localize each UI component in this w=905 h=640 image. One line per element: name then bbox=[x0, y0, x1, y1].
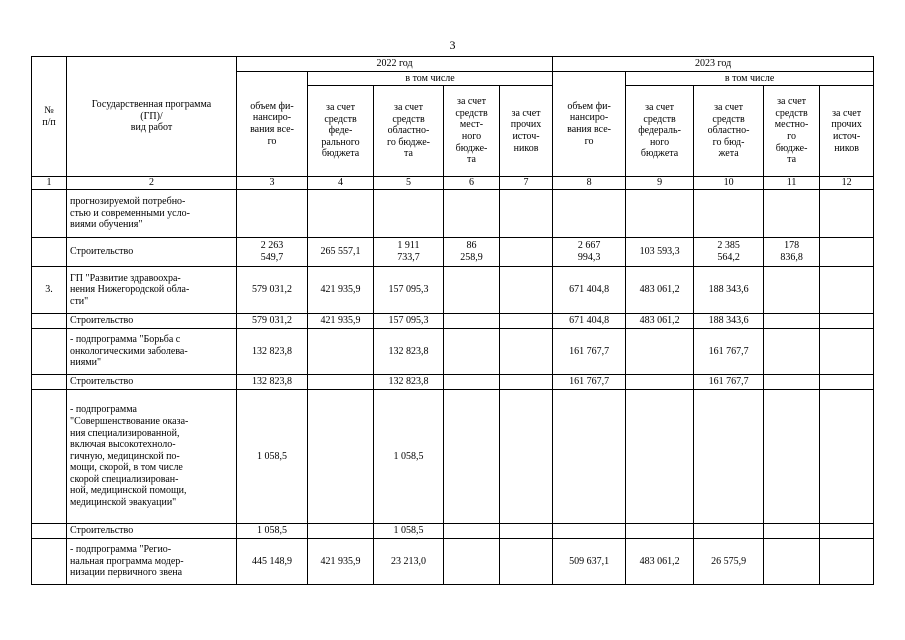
value-cell: 1 058,5 bbox=[237, 390, 308, 524]
value-cell: 579 031,2 bbox=[237, 267, 308, 314]
row-name: Строительство bbox=[67, 524, 237, 539]
row-number bbox=[32, 390, 67, 524]
value-cell: 2 667 994,3 bbox=[553, 238, 626, 267]
value-cell bbox=[500, 524, 553, 539]
value-cell: 421 935,9 bbox=[308, 539, 374, 585]
page-number: 3 bbox=[449, 38, 456, 52]
value-cell bbox=[820, 329, 874, 375]
value-cell bbox=[764, 390, 820, 524]
value-cell: 579 031,2 bbox=[237, 314, 308, 329]
column-number-row bbox=[32, 177, 874, 190]
value-cell: 671 404,8 bbox=[553, 314, 626, 329]
value-cell bbox=[308, 375, 374, 390]
header-year-2023: 2023 год bbox=[553, 57, 874, 72]
value-cell: 483 061,2 bbox=[626, 539, 694, 585]
table-row bbox=[32, 267, 874, 314]
value-cell bbox=[694, 190, 764, 238]
header-2023-total: объем фи- нансиро- вания все- го bbox=[553, 72, 626, 177]
value-cell bbox=[820, 190, 874, 238]
value-cell bbox=[444, 329, 500, 375]
value-cell bbox=[626, 375, 694, 390]
value-cell bbox=[820, 524, 874, 539]
value-cell bbox=[444, 267, 500, 314]
value-cell bbox=[308, 390, 374, 524]
value-cell bbox=[820, 314, 874, 329]
row-name: - подпрограмма "Борьба с онкологическими заболева- ниями" bbox=[67, 329, 237, 375]
value-cell bbox=[820, 539, 874, 585]
value-cell bbox=[500, 539, 553, 585]
value-cell: 188 343,6 bbox=[694, 267, 764, 314]
value-cell: 178 836,8 bbox=[764, 238, 820, 267]
row-name: Строительство bbox=[67, 314, 237, 329]
value-cell bbox=[500, 375, 553, 390]
value-cell bbox=[764, 329, 820, 375]
row-name: ГП "Развитие здравоохра- нения Нижегородской обла- сти" bbox=[67, 267, 237, 314]
value-cell: 161 767,7 bbox=[553, 375, 626, 390]
header-2022-total: объем фи- нансиро- вания все- го bbox=[237, 72, 308, 177]
value-cell bbox=[626, 329, 694, 375]
value-cell: 161 767,7 bbox=[694, 375, 764, 390]
value-cell: 157 095,3 bbox=[374, 267, 444, 314]
value-cell: 26 575,9 bbox=[694, 539, 764, 585]
value-cell bbox=[764, 539, 820, 585]
value-cell: 2 263 549,7 bbox=[237, 238, 308, 267]
value-cell: 509 637,1 bbox=[553, 539, 626, 585]
value-cell bbox=[308, 524, 374, 539]
value-cell bbox=[820, 267, 874, 314]
column-number: 6 bbox=[444, 177, 500, 190]
header-2022-local: за счет средств мест- ного бюдже- та bbox=[444, 86, 500, 177]
value-cell bbox=[444, 375, 500, 390]
value-cell bbox=[444, 190, 500, 238]
table-row bbox=[32, 190, 874, 238]
column-number: 8 bbox=[553, 177, 626, 190]
header-2023-local: за счет средств местно- го бюдже- та bbox=[764, 86, 820, 177]
value-cell bbox=[237, 190, 308, 238]
value-cell bbox=[553, 390, 626, 524]
column-number: 4 bbox=[308, 177, 374, 190]
value-cell bbox=[694, 524, 764, 539]
value-cell bbox=[444, 314, 500, 329]
value-cell: 1 911 733,7 bbox=[374, 238, 444, 267]
column-number: 9 bbox=[626, 177, 694, 190]
row-number bbox=[32, 375, 67, 390]
row-number bbox=[32, 524, 67, 539]
value-cell bbox=[626, 524, 694, 539]
value-cell bbox=[308, 329, 374, 375]
value-cell bbox=[444, 524, 500, 539]
value-cell bbox=[626, 390, 694, 524]
value-cell: 1 058,5 bbox=[237, 524, 308, 539]
column-number: 12 bbox=[820, 177, 874, 190]
row-number bbox=[32, 329, 67, 375]
row-name: - подпрограмма "Совершенствование оказа- ния специализированной, включая высокотехноло- гичную, медицинской по- мощи, скорой, в том числе скорой специализирован- ной, медицинской помощи, медицинской эвакуации" bbox=[67, 390, 237, 524]
value-cell: 1 058,5 bbox=[374, 390, 444, 524]
header-2022-other: за счет прочих источ- ников bbox=[500, 86, 553, 177]
value-cell bbox=[764, 267, 820, 314]
row-number bbox=[32, 190, 67, 238]
header-2023-including: в том числе bbox=[626, 72, 874, 86]
value-cell bbox=[764, 314, 820, 329]
header-year-2022: 2022 год bbox=[237, 57, 553, 72]
value-cell bbox=[553, 524, 626, 539]
value-cell bbox=[764, 524, 820, 539]
row-number: 3. bbox=[32, 267, 67, 314]
table-row bbox=[32, 390, 874, 524]
value-cell: 2 385 564,2 bbox=[694, 238, 764, 267]
value-cell bbox=[500, 314, 553, 329]
column-number: 1 bbox=[32, 177, 67, 190]
table-row bbox=[32, 314, 874, 329]
column-number: 7 bbox=[500, 177, 553, 190]
column-number: 3 bbox=[237, 177, 308, 190]
row-number bbox=[32, 314, 67, 329]
row-name: Строительство bbox=[67, 238, 237, 267]
value-cell: 161 767,7 bbox=[694, 329, 764, 375]
value-cell: 483 061,2 bbox=[626, 267, 694, 314]
value-cell: 421 935,9 bbox=[308, 267, 374, 314]
column-number: 2 bbox=[67, 177, 237, 190]
header-2023-other: за счет прочих источ- ников bbox=[820, 86, 874, 177]
value-cell: 265 557,1 bbox=[308, 238, 374, 267]
value-cell: 188 343,6 bbox=[694, 314, 764, 329]
value-cell bbox=[500, 390, 553, 524]
value-cell bbox=[500, 267, 553, 314]
value-cell: 421 935,9 bbox=[308, 314, 374, 329]
value-cell bbox=[444, 539, 500, 585]
value-cell: 483 061,2 bbox=[626, 314, 694, 329]
row-name: Строительство bbox=[67, 375, 237, 390]
value-cell bbox=[500, 190, 553, 238]
value-cell bbox=[308, 190, 374, 238]
value-cell: 103 593,3 bbox=[626, 238, 694, 267]
value-cell: 132 823,8 bbox=[374, 329, 444, 375]
header-2022-federal: за счет средств феде- рального бюджета bbox=[308, 86, 374, 177]
header-col-num: № п/п bbox=[32, 57, 67, 177]
row-name: прогнозируемой потребно- стью и современными усло- виями обучения" bbox=[67, 190, 237, 238]
header-2022-regional: за счет средств областно- го бюдже- та bbox=[374, 86, 444, 177]
value-cell: 157 095,3 bbox=[374, 314, 444, 329]
header-2023-regional: за счет средств областно- го бюд- жета bbox=[694, 86, 764, 177]
row-number bbox=[32, 539, 67, 585]
column-number: 10 bbox=[694, 177, 764, 190]
row-name: - подпрограмма "Регио- нальная программа модер- низации первичного звена bbox=[67, 539, 237, 585]
header-2023-federal: за счет средств федераль- ного бюджета bbox=[626, 86, 694, 177]
value-cell bbox=[820, 238, 874, 267]
budget-table bbox=[31, 56, 874, 585]
value-cell: 132 823,8 bbox=[374, 375, 444, 390]
value-cell: 132 823,8 bbox=[237, 375, 308, 390]
value-cell bbox=[764, 375, 820, 390]
value-cell bbox=[553, 190, 626, 238]
value-cell bbox=[500, 238, 553, 267]
value-cell: 23 213,0 bbox=[374, 539, 444, 585]
value-cell: 445 148,9 bbox=[237, 539, 308, 585]
value-cell bbox=[626, 190, 694, 238]
value-cell: 671 404,8 bbox=[553, 267, 626, 314]
table-body bbox=[32, 190, 874, 585]
value-cell: 86 258,9 bbox=[444, 238, 500, 267]
value-cell: 161 767,7 bbox=[553, 329, 626, 375]
table-row bbox=[32, 238, 874, 267]
table-row bbox=[32, 524, 874, 539]
column-number: 11 bbox=[764, 177, 820, 190]
value-cell bbox=[374, 190, 444, 238]
value-cell bbox=[820, 390, 874, 524]
table-row bbox=[32, 329, 874, 375]
table-row bbox=[32, 375, 874, 390]
row-number bbox=[32, 238, 67, 267]
header-col-name: Государственная программа (ГП)/ вид работ bbox=[67, 57, 237, 177]
value-cell bbox=[764, 190, 820, 238]
value-cell bbox=[694, 390, 764, 524]
table-row bbox=[32, 539, 874, 585]
value-cell: 1 058,5 bbox=[374, 524, 444, 539]
header-2022-including: в том числе bbox=[308, 72, 553, 86]
column-number: 5 bbox=[374, 177, 444, 190]
value-cell bbox=[444, 390, 500, 524]
value-cell bbox=[500, 329, 553, 375]
value-cell bbox=[820, 375, 874, 390]
value-cell: 132 823,8 bbox=[237, 329, 308, 375]
